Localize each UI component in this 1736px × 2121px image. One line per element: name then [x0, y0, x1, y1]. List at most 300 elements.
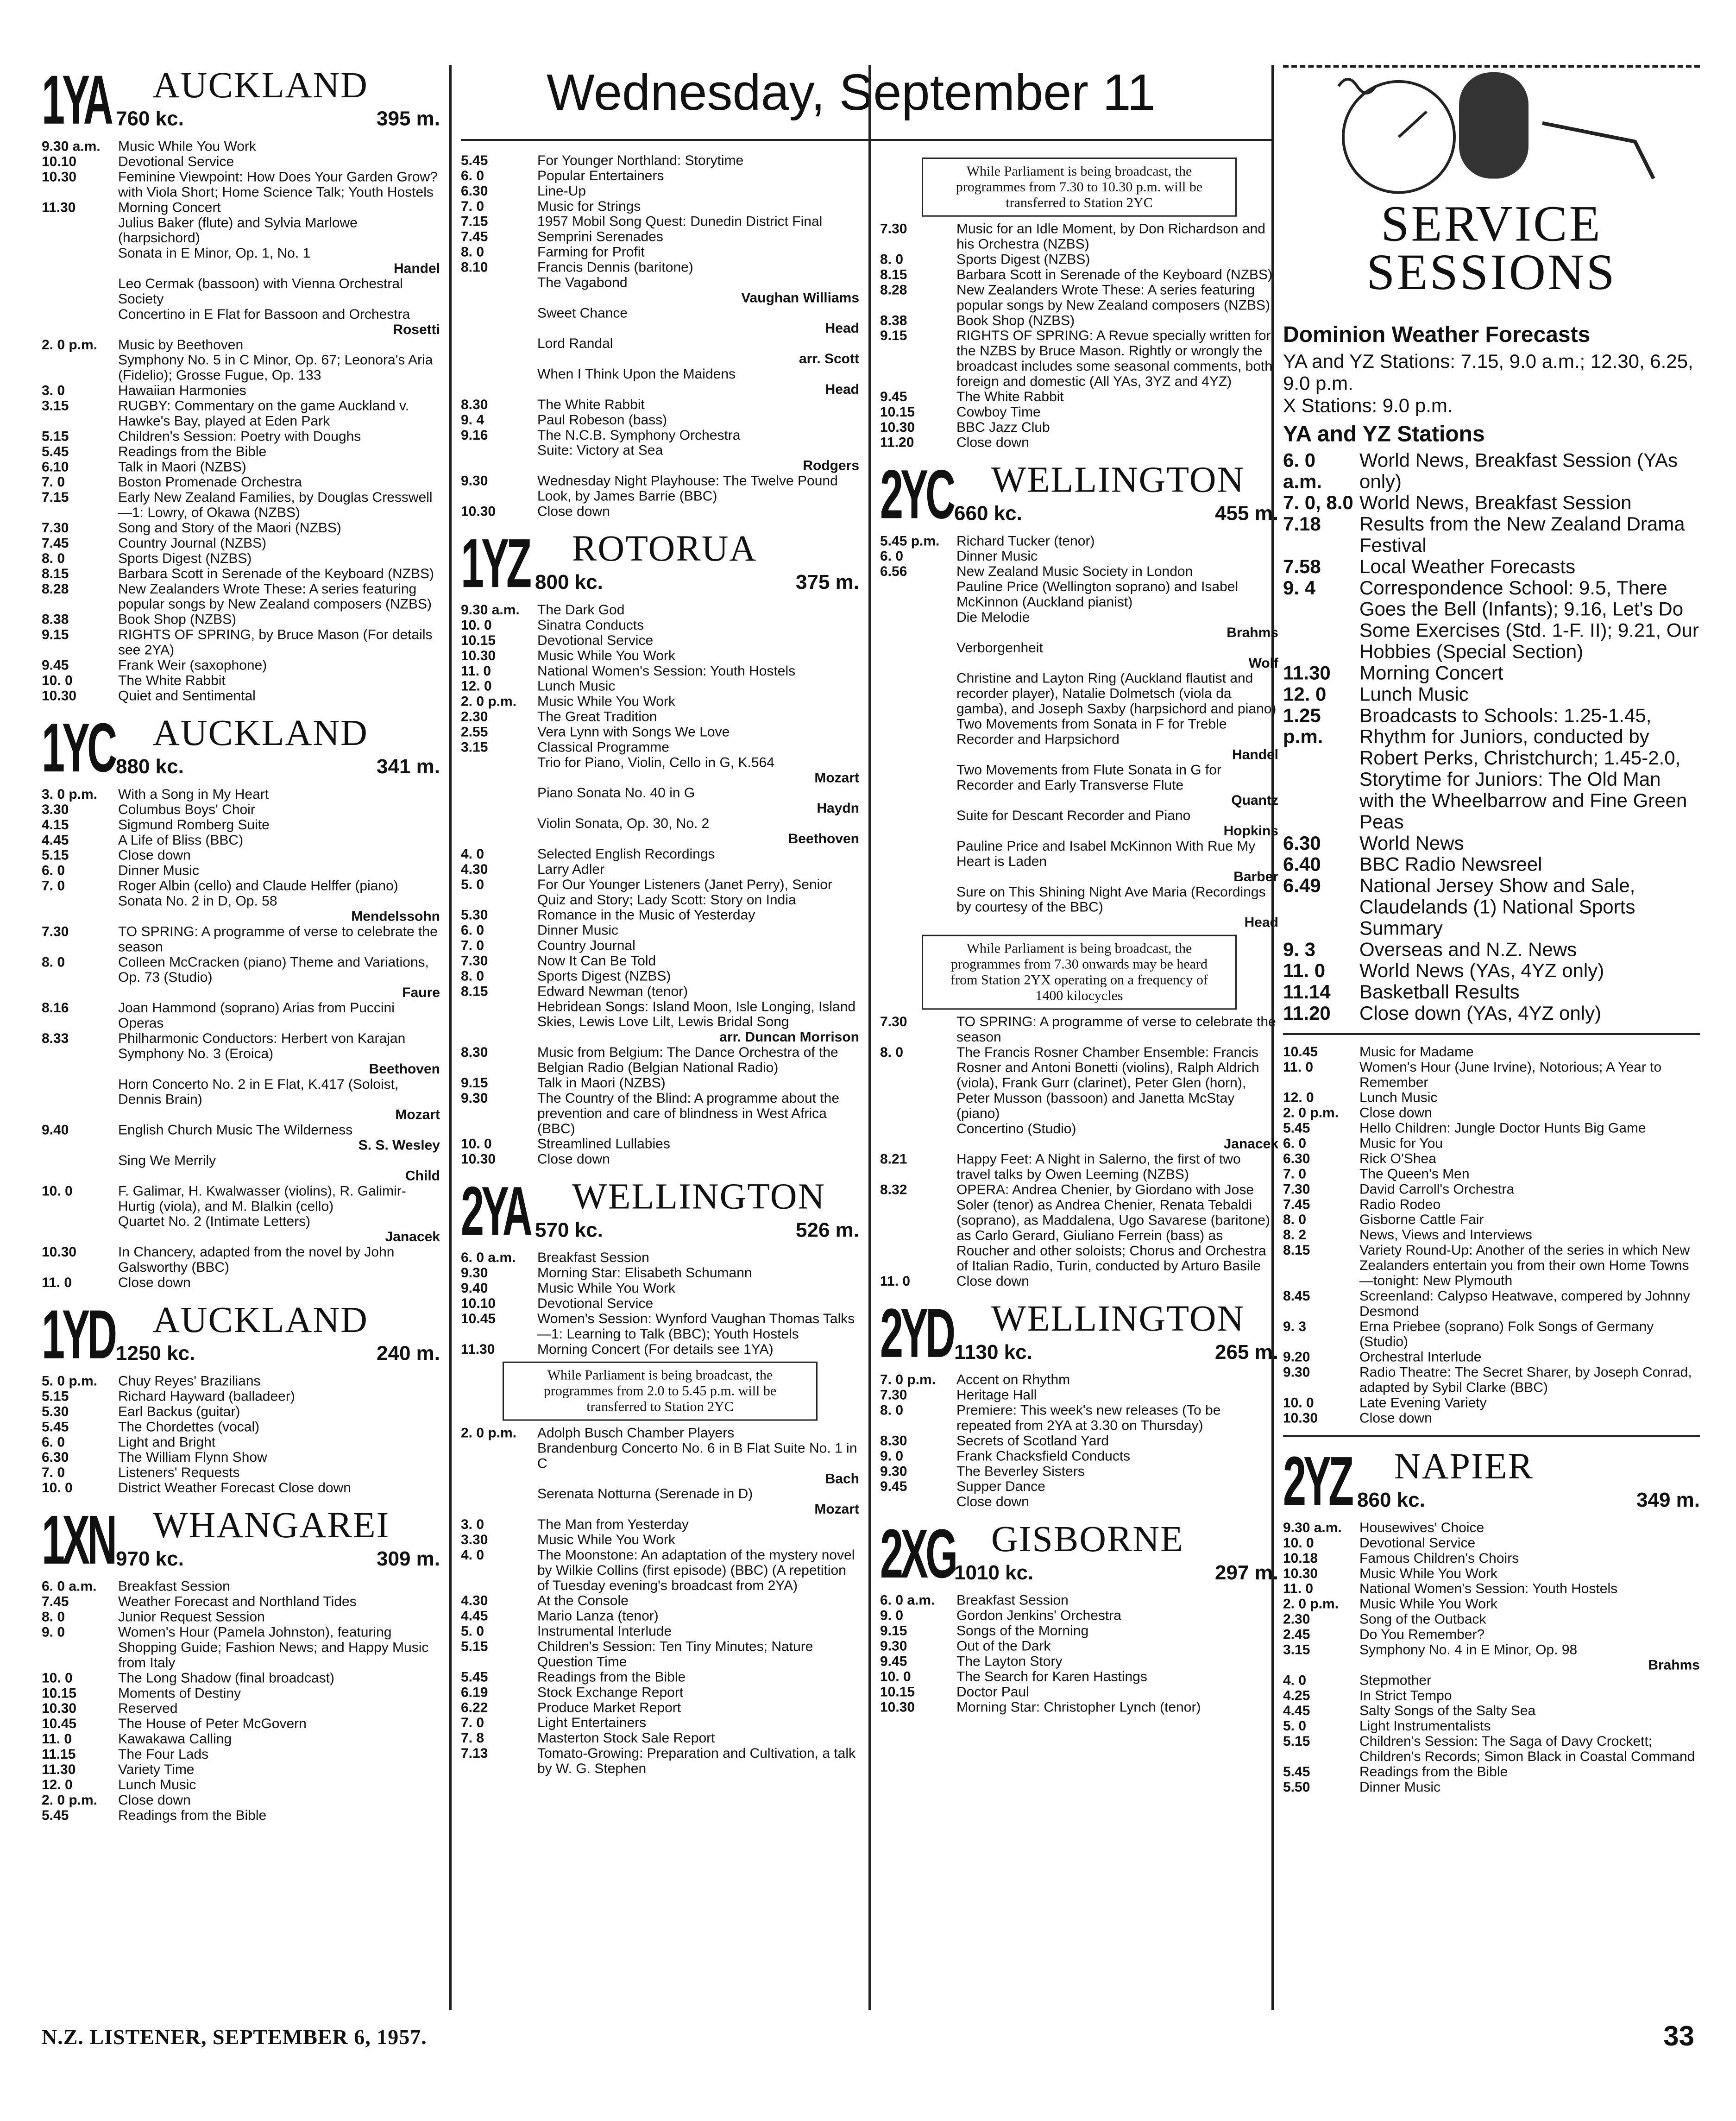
program-title: Quiet and Sentimental [118, 688, 256, 704]
program-entry [42, 1450, 440, 1465]
program-entry [42, 566, 440, 581]
program-entry [42, 200, 440, 215]
program-entry [461, 694, 859, 709]
program-title: Frank Chacksfield Conducts [956, 1448, 1131, 1464]
program-time: 7.30 [42, 520, 69, 536]
program-entry [880, 808, 1278, 839]
program-entry [42, 627, 440, 658]
program-time: 9. 0 [42, 1624, 65, 1640]
program-entry [461, 1746, 859, 1776]
program-title: The Moonstone: An adaptation of the mystery novel by Wilkie Collins (first episode) (BBC) (A repetition of Tuesday evening's broadcast from 2YA) [537, 1547, 855, 1593]
program-time: 10.30 [461, 504, 496, 519]
program-title: Women's Session: Wynford Vaughan Thomas Talks—1: Learning to Talk (BBC); Youth Hostels [537, 1311, 855, 1342]
program-composer: Hopkins [1223, 823, 1278, 839]
program-entry [42, 954, 440, 1000]
program-time: 2. 0 p.m. [461, 1425, 517, 1441]
program-title: Mario Lanza (tenor) [537, 1608, 659, 1624]
program-title: The Chordettes (vocal) [118, 1419, 260, 1435]
program-title: Light Entertainers [537, 1715, 647, 1731]
program-time [461, 336, 537, 366]
program-time: 9.15 [880, 328, 907, 344]
program-entry [42, 1731, 440, 1747]
program-time: 9.15 [461, 1075, 488, 1091]
program-time: 3. 0 p.m. [42, 787, 98, 802]
program-title: Music by Beethoven [118, 337, 244, 353]
program-time [42, 1214, 118, 1244]
program-title: RUGBY: Commentary on the game Auckland v. Hawke's Bay, played at Eden Park [118, 398, 409, 429]
program-time: 8.28 [880, 282, 907, 298]
program-time: 10.30 [42, 169, 77, 185]
program-entry [880, 549, 1278, 564]
header-rule [461, 139, 1271, 141]
program-time: 5.45 [42, 444, 69, 460]
program-entry [42, 353, 440, 383]
program-title: Selected English Recordings [537, 846, 715, 862]
program-time: 6.30 [461, 183, 488, 199]
program-title: Gordon Jenkins' Orchestra [956, 1608, 1121, 1623]
program-time: 9.30 [1283, 1364, 1310, 1380]
program-entry [1283, 1166, 1700, 1181]
program-time: 4. 0 [461, 1547, 484, 1563]
program-entry [1283, 449, 1700, 492]
program-composer: Head [825, 321, 859, 336]
program-time [461, 275, 537, 305]
program-entry [42, 1610, 440, 1625]
program-title: Concertino (Studio) Janacek [956, 1121, 1278, 1152]
program-entry [461, 602, 859, 618]
program-title: Close down [956, 1494, 1029, 1510]
program-title: Screenland: Calypso Heatwave, compered by Johnny Desmond [1359, 1288, 1690, 1319]
program-time: 9.20 [1283, 1349, 1310, 1365]
program-entry [880, 640, 1278, 671]
program-title: Sports Digest (NZBS) [118, 550, 252, 566]
program-entry [42, 1123, 440, 1153]
program-entry [42, 398, 440, 429]
station-city: ROTORUA [572, 528, 757, 569]
program-entry [42, 1701, 440, 1716]
program-time: 5.15 [461, 1639, 488, 1654]
program-entry [880, 762, 1278, 808]
program-time: 8. 0 [461, 968, 484, 984]
program-entry [1283, 1181, 1700, 1197]
program-title: Julius Baker (flute) and Sylvia Marlowe (harpsichord) [118, 215, 358, 246]
program-title: New Zealanders Wrote These: A series featuring popular songs by New Zealand composers (NZBS) [956, 282, 1270, 313]
program-entry [880, 1623, 1278, 1639]
program-title: Close down [118, 1275, 191, 1290]
program-entry [1283, 513, 1700, 556]
program-entry [461, 305, 859, 336]
program-time: 7.45 [42, 536, 69, 551]
program-entry [1283, 492, 1700, 513]
program-time: 11.30 [42, 1762, 76, 1777]
program-time: 7.18 [1283, 513, 1321, 535]
program-title: Variety Time [118, 1762, 195, 1777]
program-time [42, 215, 118, 246]
program-entry [880, 1608, 1278, 1623]
program-title: World News (YAs, 4YZ only) [1359, 960, 1604, 982]
program-entry [42, 383, 440, 398]
program-title: Talk in Maori (NZBS) [118, 459, 246, 475]
station-2xg [880, 1515, 1278, 1592]
program-entry [42, 1077, 440, 1123]
program-time: 4.45 [461, 1608, 488, 1624]
program-title: District Weather Forecast Close down [118, 1480, 351, 1496]
program-entry [1283, 1319, 1700, 1350]
program-entry [42, 1777, 440, 1793]
program-title: Devotional Service [537, 632, 654, 648]
program-time: 2.30 [1283, 1611, 1310, 1627]
program-time: 7.45 [461, 229, 488, 245]
program-title: Classical Programme [537, 739, 670, 755]
program-time: 5.15 [42, 847, 69, 863]
program-composer: Beethoven [369, 1061, 440, 1077]
program-entry [1283, 577, 1700, 663]
program-entry [1283, 1612, 1700, 1627]
program-title: Local Weather Forecasts [1359, 555, 1576, 577]
program-entry [461, 1265, 859, 1281]
program-entry [1283, 1597, 1700, 1612]
program-entry [461, 397, 859, 412]
program-title: Overseas and N.Z. News [1359, 938, 1577, 960]
program-time: 3. 0 [461, 1517, 484, 1533]
program-time: 5.45 [42, 1419, 69, 1435]
program-composer: Wolf [1248, 655, 1278, 671]
program-title: Hawaiian Harmonies [118, 383, 246, 398]
program-title: Breakfast Session [118, 1578, 230, 1594]
program-time: 10.30 [42, 1244, 77, 1260]
program-composer: Brahms [1227, 625, 1278, 640]
program-entry [461, 999, 859, 1045]
program-title: Instrumental Interlude [537, 1623, 672, 1639]
program-title: Verborgenheit Wolf [956, 640, 1278, 671]
program-time: 10.18 [1283, 1550, 1318, 1566]
program-title: Semprini Serenades [537, 229, 663, 245]
program-time: 6. 0 [1283, 1136, 1307, 1151]
program-title: Sigmund Romberg Suite [118, 817, 270, 833]
program-time: 10.30 [42, 1701, 77, 1717]
program-entry [1283, 1212, 1700, 1227]
program-entry [880, 839, 1278, 884]
program-time: 11.20 [880, 435, 914, 450]
program-time: 8.30 [461, 1045, 488, 1060]
program-entry [1283, 1105, 1700, 1121]
program-composer: Faure [402, 985, 440, 1001]
station-1yz [461, 524, 859, 602]
program-entry [461, 428, 859, 443]
program-time: 2. 0 p.m. [1283, 1105, 1339, 1121]
program-time: 7.15 [461, 214, 488, 229]
program-entry [42, 1465, 440, 1480]
program-time: 10.10 [461, 1296, 496, 1312]
program-title: World News [1359, 832, 1464, 854]
program-title: Women's Hour (Pamela Johnston), featuring Shopping Guide; Fashion News; and Happy Music from Italy [118, 1624, 429, 1671]
program-title: The White Rabbit [118, 673, 226, 688]
program-entry [42, 1670, 440, 1685]
program-title: Adolph Busch Chamber Players [537, 1425, 735, 1441]
program-entry [42, 1579, 440, 1594]
program-title: The Francis Rosner Chamber Ensemble: Francis Rosner and Antoni Bonetti (violins), Ralph Aldrich (viola), Frank Gurr (clarinet), Peter Glen (horn), Peter Musson (bassoon) and Janetta McStay (piano) [956, 1045, 1259, 1121]
program-time: 5.45 [461, 153, 488, 168]
program-entry [461, 473, 859, 504]
program-entry [42, 1793, 440, 1808]
program-time: 11.30 [1283, 662, 1331, 684]
program-entry [1283, 1764, 1700, 1780]
program-title: Earl Backus (guitar) [118, 1404, 240, 1420]
program-time: 9. 0 [880, 1448, 904, 1464]
program-entry [42, 1046, 440, 1077]
program-entry [42, 474, 440, 490]
program-entry [880, 884, 1278, 930]
station-wavelength: 297 m. [1215, 1561, 1278, 1584]
program-composer: Rosetti [393, 322, 440, 337]
program-entry [461, 1440, 859, 1486]
weather-ya-yz: YA and YZ Stations: 7.15, 9.0 a.m.; 12.30, 6.25, 9.0 p.m. [1283, 350, 1693, 394]
program-title: Close down (YAs, 4YZ only) [1359, 1002, 1602, 1024]
program-time: 5.15 [42, 429, 69, 444]
program-title: RIGHTS OF SPRING, by Bruce Mason (For details see 2YA) [118, 627, 433, 658]
microphone-illustration [1283, 65, 1700, 317]
program-entry [461, 1639, 859, 1670]
program-title: Dinner Music [1359, 1779, 1441, 1795]
program-entry [42, 878, 440, 894]
program-entry [461, 1486, 859, 1517]
program-entry [461, 648, 859, 663]
station-callsign: 1YD [42, 1295, 115, 1373]
program-entry [42, 1404, 440, 1419]
program-time: 9.30 [461, 1265, 488, 1281]
program-list [42, 1579, 440, 1823]
program-entry [880, 328, 1278, 389]
program-entry [42, 833, 440, 848]
program-title: David Carroll's Orchestra [1359, 1181, 1515, 1197]
program-title: Hebridean Songs: Island Moon, Isle Longing, Island Skies, Lewis Love Lilt, Lewis Bridal Song arr. Duncan Morrison [537, 999, 859, 1045]
program-entry [1283, 556, 1700, 577]
program-entry [1283, 1673, 1700, 1688]
program-list [42, 139, 440, 704]
station-wavelength: 309 m. [377, 1547, 440, 1570]
program-entry [880, 1182, 1278, 1274]
program-entry [42, 215, 440, 246]
program-time: 7. 0 [42, 1465, 65, 1481]
program-entry [42, 1434, 440, 1450]
program-entry [42, 863, 440, 878]
program-time: 9.30 [880, 1638, 907, 1654]
program-time: 10.15 [461, 632, 496, 648]
program-list [461, 153, 859, 519]
program-time [461, 305, 537, 336]
program-time [880, 839, 956, 884]
program-title: Song of the Outback [1359, 1611, 1486, 1627]
station-city: WHANGAREI [153, 1505, 390, 1546]
program-composer: Mozart [814, 1502, 859, 1517]
program-time: 6.30 [1283, 1151, 1310, 1167]
program-entry [42, 1747, 440, 1762]
program-entry [461, 214, 859, 229]
program-time: 8.45 [1283, 1288, 1310, 1304]
program-time: 10.30 [461, 648, 496, 663]
program-time [880, 884, 956, 930]
program-time: 6.30 [1283, 832, 1321, 854]
program-time: 8.15 [1283, 1243, 1310, 1258]
program-entry [461, 953, 859, 969]
program-title: Lunch Music [118, 1777, 196, 1793]
program-title: Serenata Notturna (Serenade in D) Mozart [537, 1486, 859, 1517]
program-time [880, 671, 956, 717]
program-composer: Quantz [1231, 793, 1278, 808]
program-entry [880, 282, 1278, 313]
column-divider [449, 65, 452, 2010]
program-title: Larry Adler [537, 861, 605, 877]
program-entry [1283, 1520, 1700, 1535]
program-time [461, 366, 537, 397]
program-entry [461, 1685, 859, 1700]
program-title: Trio for Piano, Violin, Cello in G, K.564 Mozart [537, 755, 859, 786]
program-entry [1283, 1410, 1700, 1426]
program-entry [880, 1372, 1278, 1388]
program-time: 7.30 [461, 953, 488, 969]
program-entry [880, 420, 1278, 435]
program-entry [461, 199, 859, 214]
program-list [1283, 1044, 1700, 1426]
program-entry [461, 755, 859, 785]
program-time: 12. 0 [42, 1777, 73, 1793]
program-title: Basketball Results [1359, 981, 1520, 1003]
program-entry [42, 520, 440, 536]
station-wavelength: 240 m. [377, 1342, 440, 1365]
program-entry [880, 533, 1278, 549]
program-time: 9. 4 [461, 412, 484, 428]
program-entry [461, 908, 859, 923]
program-entry [1283, 1227, 1700, 1243]
program-composer: Bach [825, 1471, 859, 1487]
program-entry [42, 551, 440, 566]
program-entry [461, 1281, 859, 1296]
program-entry [461, 1426, 859, 1441]
program-time: 7.15 [42, 490, 69, 505]
program-time: 8.38 [880, 313, 907, 328]
program-title: English Church Music The Wilderness S. S. Wesley [118, 1122, 440, 1153]
station-frequency: 880 kc. [116, 755, 184, 778]
station-1ya [42, 60, 440, 139]
program-title: Country Journal (NZBS) [118, 536, 267, 551]
program-title: Close down [118, 847, 191, 863]
program-title: Edward Newman (tenor) [537, 984, 688, 999]
program-time [880, 1121, 956, 1152]
program-entry [461, 1715, 859, 1730]
program-composer: Vaughan Williams [741, 290, 859, 306]
program-time: 9.40 [461, 1281, 488, 1296]
program-entry [461, 260, 859, 275]
service-sessions-title-2: SESSIONS [1366, 244, 1616, 301]
program-entry [42, 444, 440, 459]
program-title: Boston Promenade Orchestra [118, 474, 302, 490]
program-title: Barbara Scott in Serenade of the Keyboard (NZBS) [956, 267, 1273, 283]
program-time: 6. 0 [42, 863, 65, 878]
program-title: Masterton Stock Sale Report [537, 1730, 715, 1746]
program-entry [42, 1594, 440, 1610]
program-time [880, 808, 956, 839]
program-title: Tomato-Growing: Preparation and Cultivation, a talk by W. G. Stephen [537, 1746, 856, 1777]
program-time: 7. 0 [42, 878, 65, 894]
program-title: Devotional Service [118, 154, 234, 170]
program-time [42, 894, 118, 924]
program-time: 2.30 [461, 709, 488, 725]
program-entry [880, 1593, 1278, 1608]
program-title: Close down [118, 1792, 191, 1808]
program-entry [1283, 1551, 1700, 1566]
program-entry [461, 663, 859, 679]
program-entry [42, 894, 440, 924]
program-entry [42, 1625, 440, 1671]
program-entry [461, 1700, 859, 1715]
program-list [461, 602, 859, 1167]
program-time: 1.25 p.m. [1283, 704, 1323, 748]
station-wavelength: 455 m. [1215, 502, 1278, 525]
program-time: 6. 0 a.m. [1283, 449, 1322, 492]
program-time: 8.15 [461, 984, 488, 999]
program-title: BBC Jazz Club [956, 419, 1050, 435]
program-time: 5. 0 p.m. [42, 1373, 98, 1389]
program-title: Horn Concerto No. 2 in E Flat, K.417 (Soloist, Dennis Brain) Mozart [118, 1076, 440, 1123]
program-time: 9.30 a.m. [1283, 1520, 1342, 1535]
program-entry [880, 1479, 1278, 1494]
program-time [461, 443, 537, 473]
station-city: AUCKLAND [153, 64, 368, 106]
program-title: RIGHTS OF SPRING: A Revue specially written for the NZBS by Bruce Mason. Rightly or wrongly the broadcast includes some seasonal comments, both foreign and domestic (All YAs, 3YZ and 4YZ) [956, 328, 1273, 389]
program-title: Morning Star: Elisabeth Schumann [537, 1265, 752, 1281]
program-entry [1283, 705, 1700, 832]
program-composer: Brahms [1648, 1657, 1700, 1673]
program-time: 4.45 [42, 832, 69, 848]
program-entry [461, 984, 859, 999]
program-entry [1283, 833, 1700, 854]
column-4 [1283, 65, 1700, 2011]
program-title: Music While You Work [537, 1532, 675, 1547]
program-list [880, 1014, 1278, 1289]
program-time: 4.45 [1283, 1703, 1310, 1719]
program-title: Music for Strings [537, 198, 641, 214]
program-entry [42, 581, 440, 612]
program-entry [461, 633, 859, 648]
program-title: Dinner Music [537, 922, 619, 938]
program-title: Piano Sonata No. 40 in G Haydn [537, 785, 859, 816]
program-time: 8. 0 [42, 1609, 65, 1625]
program-title: Sinatra Conducts [537, 617, 644, 633]
program-title: Close down [537, 1151, 610, 1167]
program-time: 11.30 [42, 200, 76, 215]
program-time [42, 276, 118, 307]
station-frequency: 660 kc. [954, 502, 1022, 525]
program-time: 8. 0 [880, 1045, 904, 1060]
program-time: 11.15 [42, 1747, 76, 1762]
program-entry [42, 612, 440, 627]
program-composer: S. S. Wesley [358, 1137, 440, 1153]
program-title: The Search for Karen Hastings [956, 1669, 1147, 1685]
station-callsign: 1XN [42, 1501, 115, 1578]
program-title: The Long Shadow (final broadcast) [118, 1670, 334, 1686]
program-entry [461, 1250, 859, 1265]
program-title: The Man from Yesterday [537, 1517, 689, 1533]
program-title: Children's Session: Ten Tiny Minutes; Nature Question Time [537, 1639, 813, 1670]
program-time: 11. 0 [1283, 1581, 1314, 1597]
program-time: 8. 0 [42, 550, 65, 566]
program-time [461, 1486, 537, 1517]
program-entry [461, 1311, 859, 1342]
program-time: 11.30 [461, 1341, 495, 1357]
program-time: 7.45 [1283, 1197, 1310, 1212]
program-title: Sure on This Shining Night Ave Maria (Recordings by courtesy of the BBC) Head [956, 884, 1278, 930]
program-entry [42, 1480, 440, 1496]
